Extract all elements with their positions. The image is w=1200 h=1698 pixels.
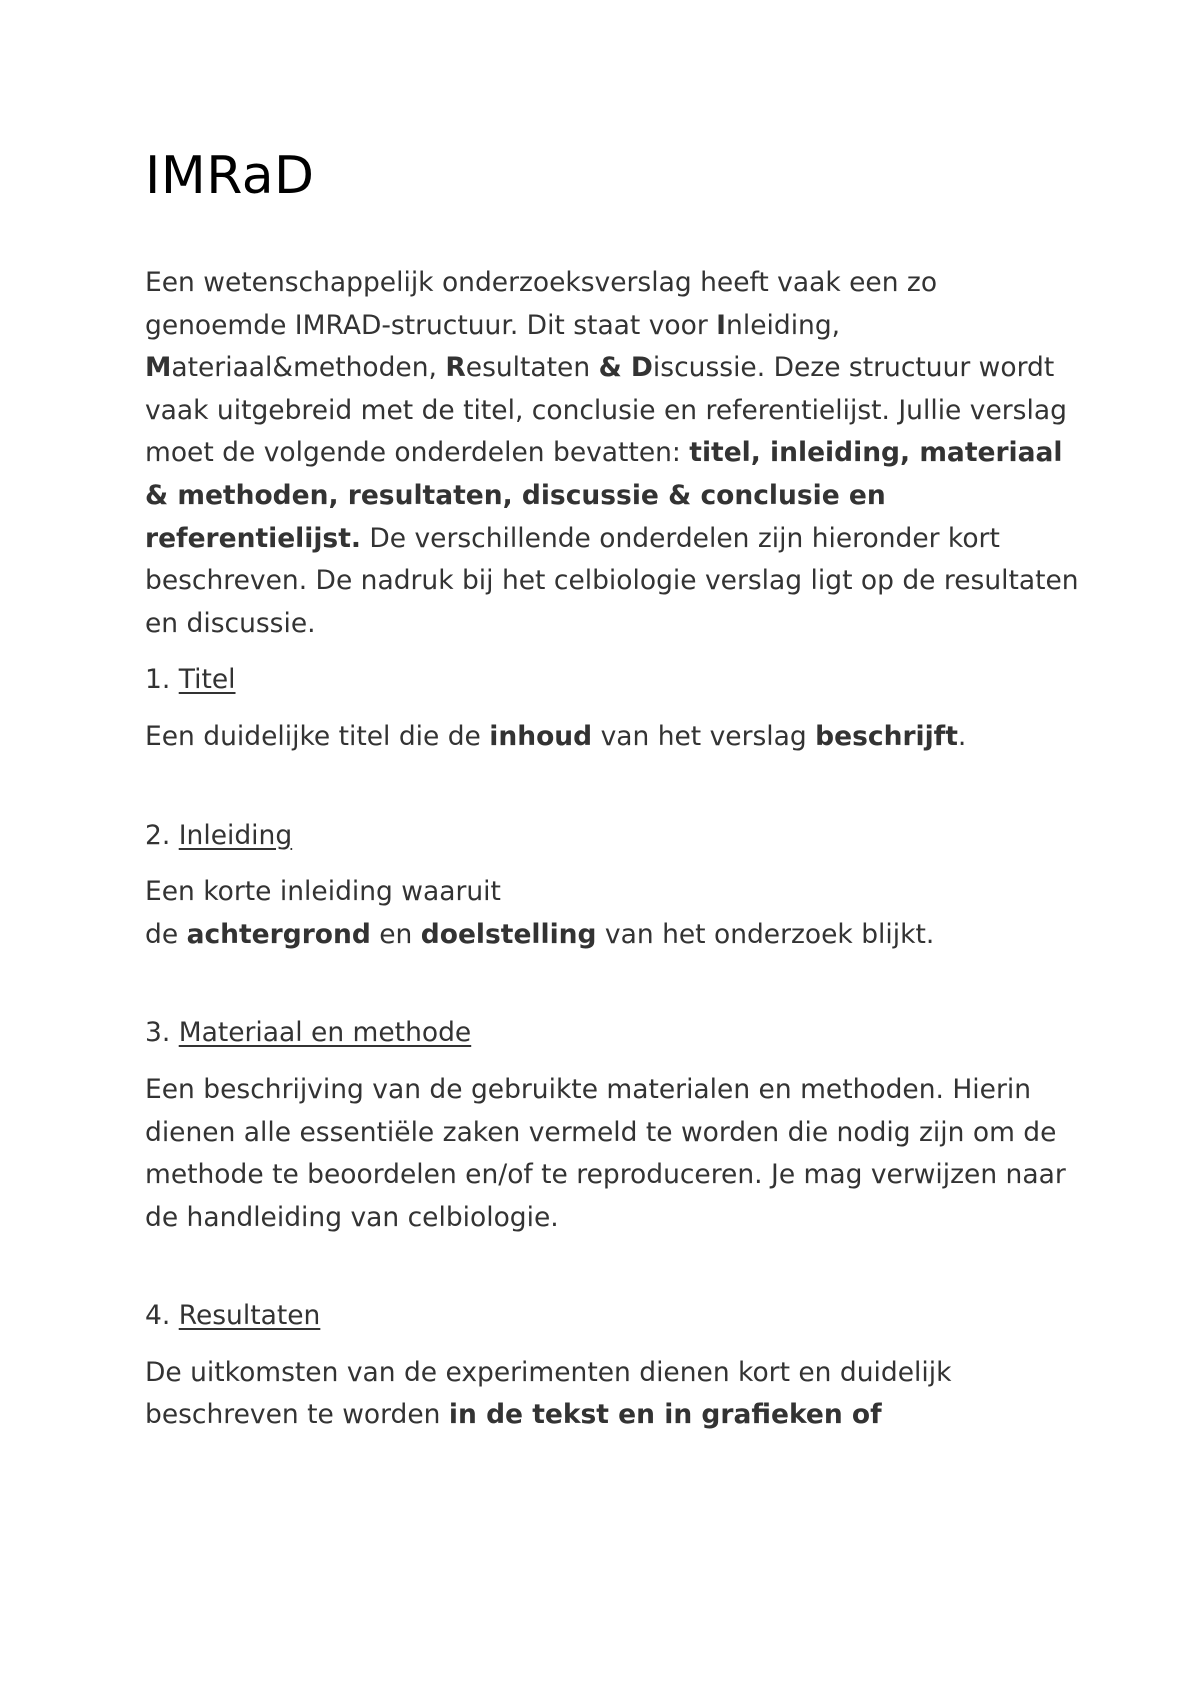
section-number: 4.: [145, 1300, 179, 1332]
intro-text-r: esultaten: [465, 352, 599, 384]
intro-required-parts: titel, inleiding, materiaal & methoden, resultaten, discussie & conclusie en referentielijst.: [145, 437, 1063, 554]
intro-paragraph: [145, 262, 1085, 645]
body-text: van het verslag: [592, 720, 816, 752]
section-body-titel: [145, 716, 1085, 759]
body-bold: inhoud: [489, 720, 593, 752]
intro-letter-i: I: [716, 309, 727, 341]
section-heading-text: Titel: [178, 664, 236, 696]
section-body-inleiding: [145, 871, 1085, 956]
section-heading-titel: [145, 659, 1085, 702]
body-text: van het onderzoek blijkt.: [596, 918, 935, 950]
body-text: de: [145, 918, 187, 950]
section-heading-text: Resultaten: [178, 1300, 321, 1332]
section-number: 1.: [145, 664, 179, 696]
intro-text-2: De verschillende onderdelen zijn hieronder kort beschreven. De nadruk bij het celbiologie verslag ligt op de resultaten en discussie.: [145, 522, 1079, 639]
body-text: De uitkomsten van de experimenten dienen kort en duidelijk beschreven te worden: [145, 1356, 952, 1431]
section-body-resultaten: [145, 1352, 1085, 1437]
intro-text-1: Een wetenschappelijk onderzoeksverslag heeft vaak een zo genoemde IMRAD-structuur. Dit staat voor: [145, 267, 938, 341]
body-text: Een duidelijke titel die de: [145, 720, 490, 752]
intro-letter-d: & D: [598, 352, 653, 384]
section-number: 2.: [145, 819, 179, 851]
document-title: IMRaD: [145, 146, 315, 206]
body-bold: achtergrond: [186, 918, 371, 950]
section-number: 3.: [145, 1017, 179, 1049]
body-text: .: [957, 720, 967, 752]
section-heading-materiaal: [145, 1012, 1085, 1055]
intro-letter-r: R: [445, 352, 466, 384]
section-heading-text: Inleiding: [178, 819, 293, 851]
intro-letter-m: M: [145, 352, 172, 384]
intro-text-i: nleiding,: [726, 309, 841, 341]
document-page: [145, 140, 1085, 1437]
section-heading-resultaten: [145, 1295, 1085, 1338]
section-heading-text: Materiaal en methode: [178, 1017, 472, 1049]
body-text: Een beschrijving van de gebruikte materialen en methoden. Hierin dienen alle essentiële zaken vermeld te worden die nodig zijn om de methode te beoordelen en/of te reproduceren. Je mag verwijzen naar de handleiding van celbiologie.: [145, 1073, 1066, 1233]
body-text: Een korte inleiding waaruit: [145, 876, 501, 908]
body-text: en: [370, 918, 421, 950]
body-bold: doelstelling: [420, 918, 597, 950]
intro-text-m: ateriaal&methoden,: [171, 352, 446, 384]
intro-text-d: iscussie. Deze structuur wordt vaak uitgebreid met de titel, conclusie en referentielijst. Jullie verslag moet de volgende onderdelen bevatten:: [145, 352, 1067, 469]
body-bold: in de tekst en in grafieken of: [448, 1399, 882, 1431]
section-body-materiaal: [145, 1069, 1085, 1239]
section-heading-inleiding: [145, 815, 1085, 858]
body-bold: beschrijft: [815, 720, 958, 752]
